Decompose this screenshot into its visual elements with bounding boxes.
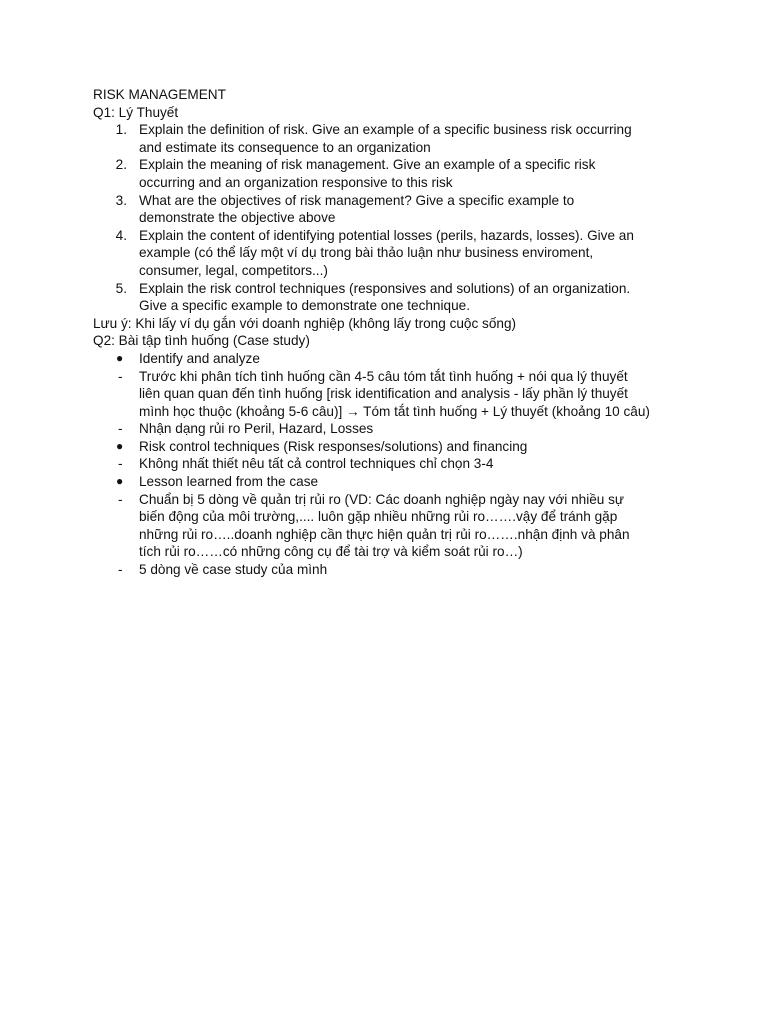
bullet-marker: ● <box>116 350 124 365</box>
q1-heading: Q1: Lý Thuyết <box>93 104 179 120</box>
list-number: 2. <box>115 157 127 173</box>
q2-list-item <box>93 438 673 456</box>
document-title: RISK MANAGEMENT <box>93 87 226 102</box>
list-item-text: Nhận dạng rủi ro Peril, Hazard, Losses <box>139 421 374 437</box>
q2-list-item <box>93 350 673 368</box>
list-number: 1. <box>115 122 127 138</box>
list-item-text: Risk control techniques (Risk responses/solutions) and financing <box>139 438 528 454</box>
list-item-text: Explain the meaning of risk management. Give an example of a specific risk occurring and an organization responsive to this risk <box>139 157 596 190</box>
q1-list-item <box>93 156 673 191</box>
q2-list-item <box>93 473 673 491</box>
list-item-text: Trước khi phân tích tình huống cần 4-5 câu tóm tắt tình huống + nói qua lý thuyết liên quan quan đến tình huống [risk identification and analysis - lấy phần lý thuyết mình học thuộc (khoảng 5-6 câu)] → Tóm tắt tình huống + Lý thuyết (khoảng 10 câu) <box>139 368 650 419</box>
bullet-marker: ● <box>116 474 124 489</box>
note-text: Lưu ý: Khi lấy ví dụ gắn với doanh nghiệp (không lấy trong cuộc sống) <box>93 315 517 331</box>
list-item-text: Explain the definition of risk. Give an example of a specific business risk occurring and estimate its consequence to an organization <box>139 122 632 155</box>
list-item-text: Chuẩn bị 5 dòng về quản trị rủi ro (VD: Các doanh nghiệp ngày nay với nhiều sự biến động của môi trường,.... luôn gặp nhiều những rủi ro…….vậy để tránh gặp những rủi ro…..doanh nghiệp cần thực hiện quản trị rủi ro…….nhận định và phân tích rủi ro……có những công cụ để tài trợ và kiểm soát rủi ro…) <box>139 491 630 560</box>
bullet-marker: ● <box>116 438 124 453</box>
q2-list-item <box>93 561 673 579</box>
dash-marker: - <box>118 421 123 437</box>
q2-list-item <box>93 420 673 438</box>
q2-list <box>93 350 673 579</box>
q1-list-item <box>93 192 673 227</box>
list-item-text: What are the objectives of risk management? Give a specific example to demonstrate the objective above <box>139 192 575 226</box>
list-number: 4. <box>115 227 127 243</box>
list-item-text: Identify and analyze <box>139 350 260 366</box>
dash-marker: - <box>118 491 123 507</box>
list-item-text: Explain the content of identifying potential losses (perils, hazards, losses). Give an example (có thể lấy một ví dụ trong bài thảo luận như business enviroment, consumer, legal, competitors...) <box>139 227 634 278</box>
document-page <box>93 86 673 579</box>
dash-marker: - <box>118 368 123 384</box>
q1-list-item <box>93 121 673 156</box>
q1-list <box>93 121 673 315</box>
list-item-text: Không nhất thiết nêu tất cả control techniques chỉ chọn 3-4 <box>139 456 494 472</box>
list-number: 5. <box>115 280 127 296</box>
dash-marker: - <box>118 456 123 472</box>
q2-list-item <box>93 491 673 561</box>
q2-list-item <box>93 368 673 421</box>
q1-list-item <box>93 280 673 315</box>
q1-list-item <box>93 227 673 280</box>
list-item-text: Explain the risk control techniques (responsives and solutions) of an organization. Give a specific example to demonstrate one technique. <box>139 280 631 314</box>
q2-heading: Q2: Bài tập tình huống (Case study) <box>93 333 310 349</box>
list-item-text: Lesson learned from the case <box>139 474 319 490</box>
q2-list-item <box>93 455 673 473</box>
list-number: 3. <box>115 192 127 208</box>
list-item-text: 5 dòng về case study của mình <box>139 562 328 578</box>
dash-marker: - <box>118 562 123 578</box>
